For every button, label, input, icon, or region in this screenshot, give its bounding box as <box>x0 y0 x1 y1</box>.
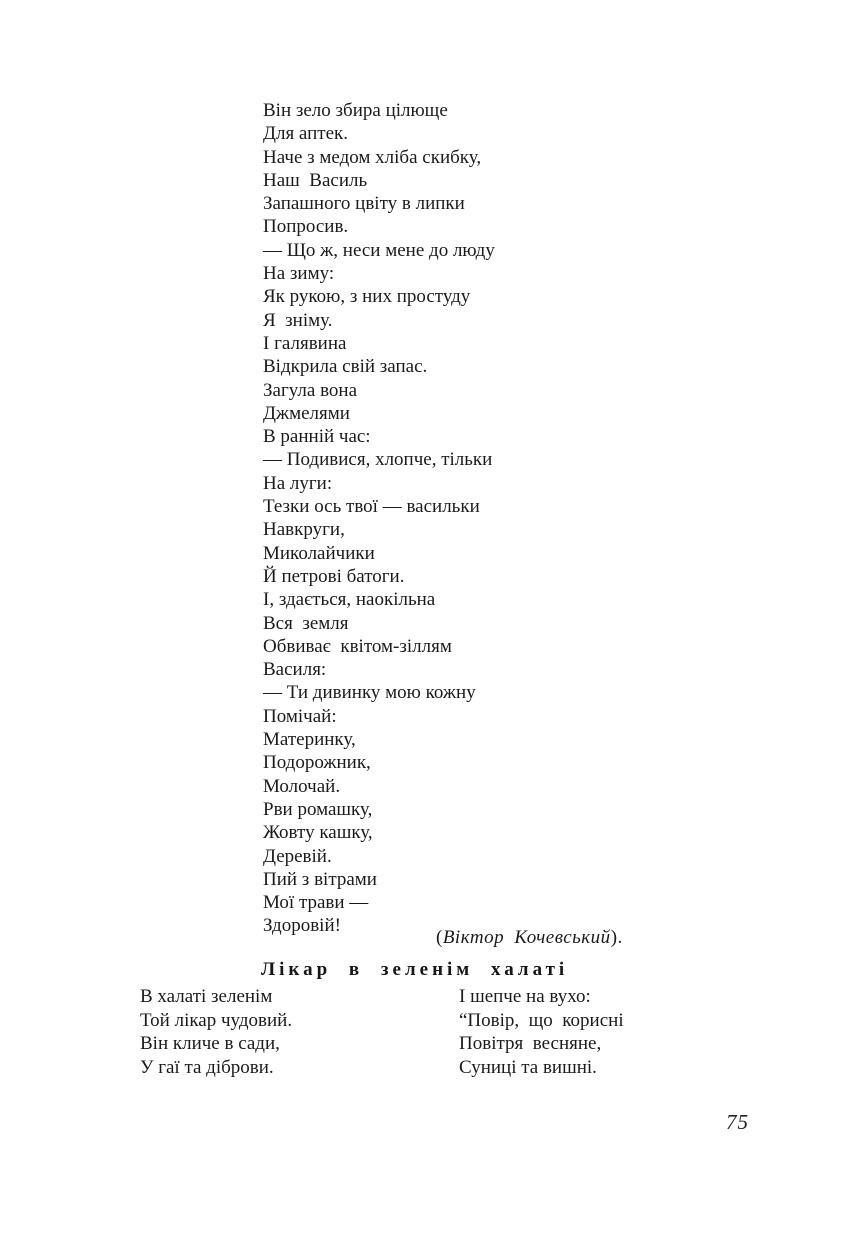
poem-line: Як рукою, з них простуду <box>263 286 471 308</box>
poem-line: Повітря весняне, <box>459 1033 602 1055</box>
poem-line: Запашного цвіту в липки <box>263 193 465 215</box>
poem-line: В халаті зеленім <box>140 986 273 1007</box>
poem-line: Материнку, <box>263 729 356 751</box>
poem-column-right <box>459 985 624 1080</box>
poem-line: Загула вона <box>263 379 358 401</box>
poem-title: Лікар в зеленім халаті <box>261 959 569 980</box>
poem-line: Тезки ось твої — васильки <box>263 496 480 518</box>
poem-line: Вся земля <box>263 612 349 634</box>
poem-line: Помічай: <box>263 705 337 727</box>
poem-line: “Повір, що корисні <box>459 1009 624 1031</box>
poem-line: Відкрила свій запас. <box>263 356 428 378</box>
poem-line: Джмелями <box>263 402 350 424</box>
poem-line: — Ти дивинку мою кожну <box>263 682 476 704</box>
poem-line: Суниці та вишні. <box>459 1057 597 1079</box>
attribution-paren-open: ( <box>436 927 443 948</box>
poem-line: І шепче на вухо: <box>459 986 591 1007</box>
poem-line: І, здається, наокільна <box>263 589 436 611</box>
poem-line: Пий з вітрами <box>263 868 377 890</box>
poem-line: Рви ромашку, <box>263 798 373 820</box>
poem-line: Й петрові батоги. <box>263 565 405 587</box>
poem-line: У гаї та діброви. <box>140 1057 274 1079</box>
poem-line: Подорожник, <box>263 752 371 774</box>
poem-line: Для аптек. <box>263 123 348 145</box>
poem-line: Той лікар чудовий. <box>140 1009 293 1031</box>
poem-line: Він кличе в сади, <box>140 1033 280 1055</box>
poem-line: — Що ж, неси мене до люду <box>263 239 495 261</box>
poem-line: Він зело збира цілюще <box>263 100 448 121</box>
poem-line: Попросив. <box>263 216 349 238</box>
poem-line: Жовту кашку, <box>263 822 373 844</box>
poem-line: В ранній час: <box>263 426 371 448</box>
poem-line: Деревій. <box>263 845 332 867</box>
poem-line: Я зніму. <box>263 309 333 331</box>
poem-line: — Подивися, хлопче, тільки <box>263 449 493 471</box>
poem-body <box>263 99 495 938</box>
poem-attribution <box>436 927 623 949</box>
poem-column-left <box>140 985 292 1080</box>
poem-line: На зиму: <box>263 263 335 285</box>
poem-line: Мої трави — <box>263 892 369 914</box>
poem-line: І галявина <box>263 332 347 354</box>
poem-line: Навкруги, <box>263 519 345 541</box>
poem-line: Обвиває квітом-зіллям <box>263 635 452 657</box>
poem-line: Наче з медом хліба скибку, <box>263 146 482 168</box>
poem-line: Миколайчики <box>263 542 375 564</box>
poem-line: Здоровій! <box>263 915 341 937</box>
poem-line: Молочай. <box>263 775 341 797</box>
poem-line: На луги: <box>263 472 333 494</box>
poem-line: Василя: <box>263 659 327 681</box>
page-number: 75 <box>726 1110 749 1134</box>
attribution-author-name: Віктор Кочевський <box>442 927 611 948</box>
poem-line: Наш Василь <box>263 169 368 191</box>
attribution-paren-close: ). <box>610 927 623 948</box>
